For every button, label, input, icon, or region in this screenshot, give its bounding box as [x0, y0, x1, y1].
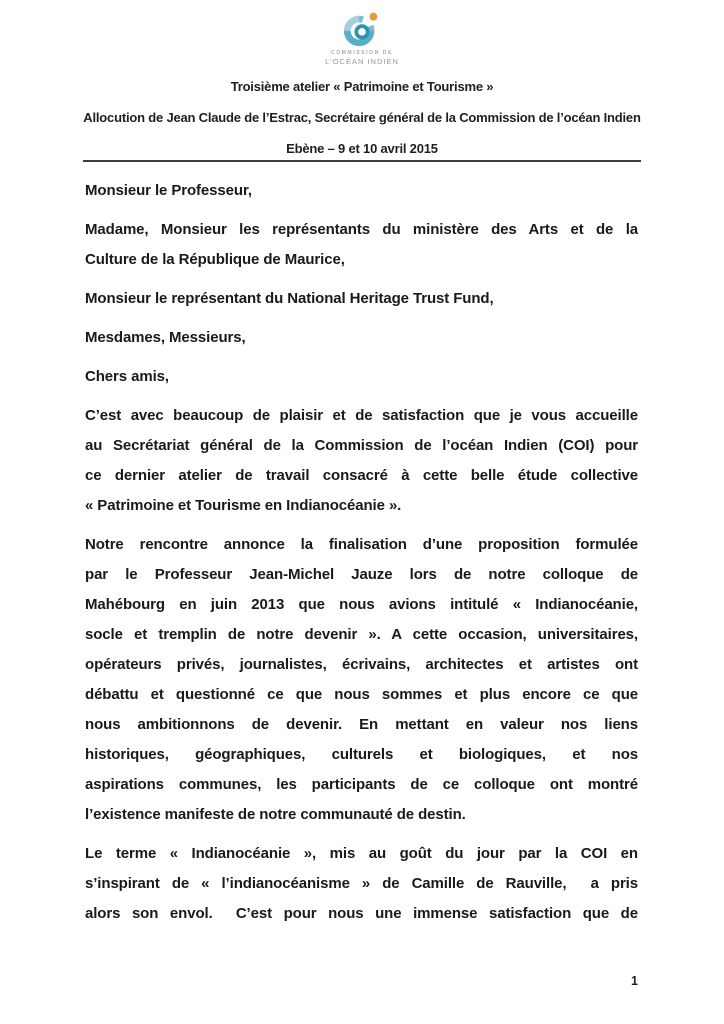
- text-line: Le terme « Indianocéanie », mis au goût du jour par la COI en: [85, 845, 638, 862]
- text-line: alors son envol. C’est pour nous une immense satisfaction que de: [85, 905, 638, 922]
- document-header: [0, 80, 724, 156]
- document-subtitle: Allocution de Jean Claude de l’Estrac, Secrétaire général de la Commission de l’océan Indien: [83, 110, 641, 125]
- document-date-line: Ebène – 9 et 10 avril 2015: [286, 141, 438, 156]
- text-line: Monsieur le représentant du National Heritage Trust Fund,: [85, 290, 494, 307]
- text-line: ce dernier atelier de travail consacré à cette belle étude collective: [85, 467, 638, 484]
- text-line: débattu et questionné ce que nous sommes et plus encore ce que: [85, 686, 638, 703]
- text-line: nous ambitionnons de devenir. En mettant en valeur nos liens: [85, 716, 638, 733]
- logo-inner-ring: [356, 26, 367, 37]
- text-line: Mahébourg en juin 2013 que nous avions intitulé « Indianocéanie,: [85, 596, 638, 613]
- text-line: Madame, Monsieur les représentants du ministère des Arts et de la: [85, 221, 638, 238]
- paragraph-greeting-4: [85, 323, 638, 353]
- paragraph-greeting-5: [85, 362, 638, 392]
- paragraph-colloque: [85, 530, 638, 830]
- text-line: s’inspirant de « l’indianocéanisme » de Camille de Rauville, a pris: [85, 875, 638, 892]
- text-line: « Patrimoine et Tourisme en Indianocéanie ».: [85, 497, 402, 514]
- paragraph-indianoceanie: [85, 839, 638, 929]
- text-line: Monsieur le Professeur,: [85, 182, 252, 199]
- text-line: au Secrétariat général de la Commission de l’océan Indien (COI) pour: [85, 437, 638, 454]
- text-line: Culture de la République de Maurice,: [85, 251, 345, 268]
- speech-body: [85, 176, 638, 929]
- paragraph-greeting-1: [85, 176, 638, 206]
- text-line: historiques, géographiques, culturels et biologiques, et nos: [85, 746, 638, 763]
- logo-caption-line1: COMMISSION DE: [331, 50, 393, 56]
- text-line: par le Professeur Jean-Michel Jauze lors de notre colloque de: [85, 566, 638, 583]
- coi-logo: [0, 0, 724, 66]
- text-line: l’existence manifeste de notre communauté de destin.: [85, 806, 466, 823]
- paragraph-greeting-3: [85, 284, 638, 314]
- text-line: opérateurs privés, journalistes, écrivains, architectes et artistes ont: [85, 656, 638, 673]
- text-line: C’est avec beaucoup de plaisir et de satisfaction que je vous accueille: [85, 407, 638, 424]
- logo-caption-line2: L'OCÉAN INDIEN: [325, 57, 399, 66]
- logo-orange-dot: [369, 13, 377, 21]
- page-number: 1: [631, 974, 638, 988]
- header-divider: [83, 160, 641, 162]
- text-line: Notre rencontre annonce la finalisation d’une proposition formulée: [85, 536, 638, 553]
- text-line: Chers amis,: [85, 368, 169, 385]
- text-line: Mesdames, Messieurs,: [85, 329, 246, 346]
- coi-logo-icon: [339, 10, 385, 48]
- paragraph-greeting-2: [85, 215, 638, 275]
- paragraph-welcome: [85, 401, 638, 521]
- text-line: aspirations communes, les participants de ce colloque ont montré: [85, 776, 638, 793]
- text-line: socle et tremplin de notre devenir ». A cette occasion, universitaires,: [85, 626, 638, 643]
- document-title: Troisième atelier « Patrimoine et Tourisme »: [230, 79, 494, 94]
